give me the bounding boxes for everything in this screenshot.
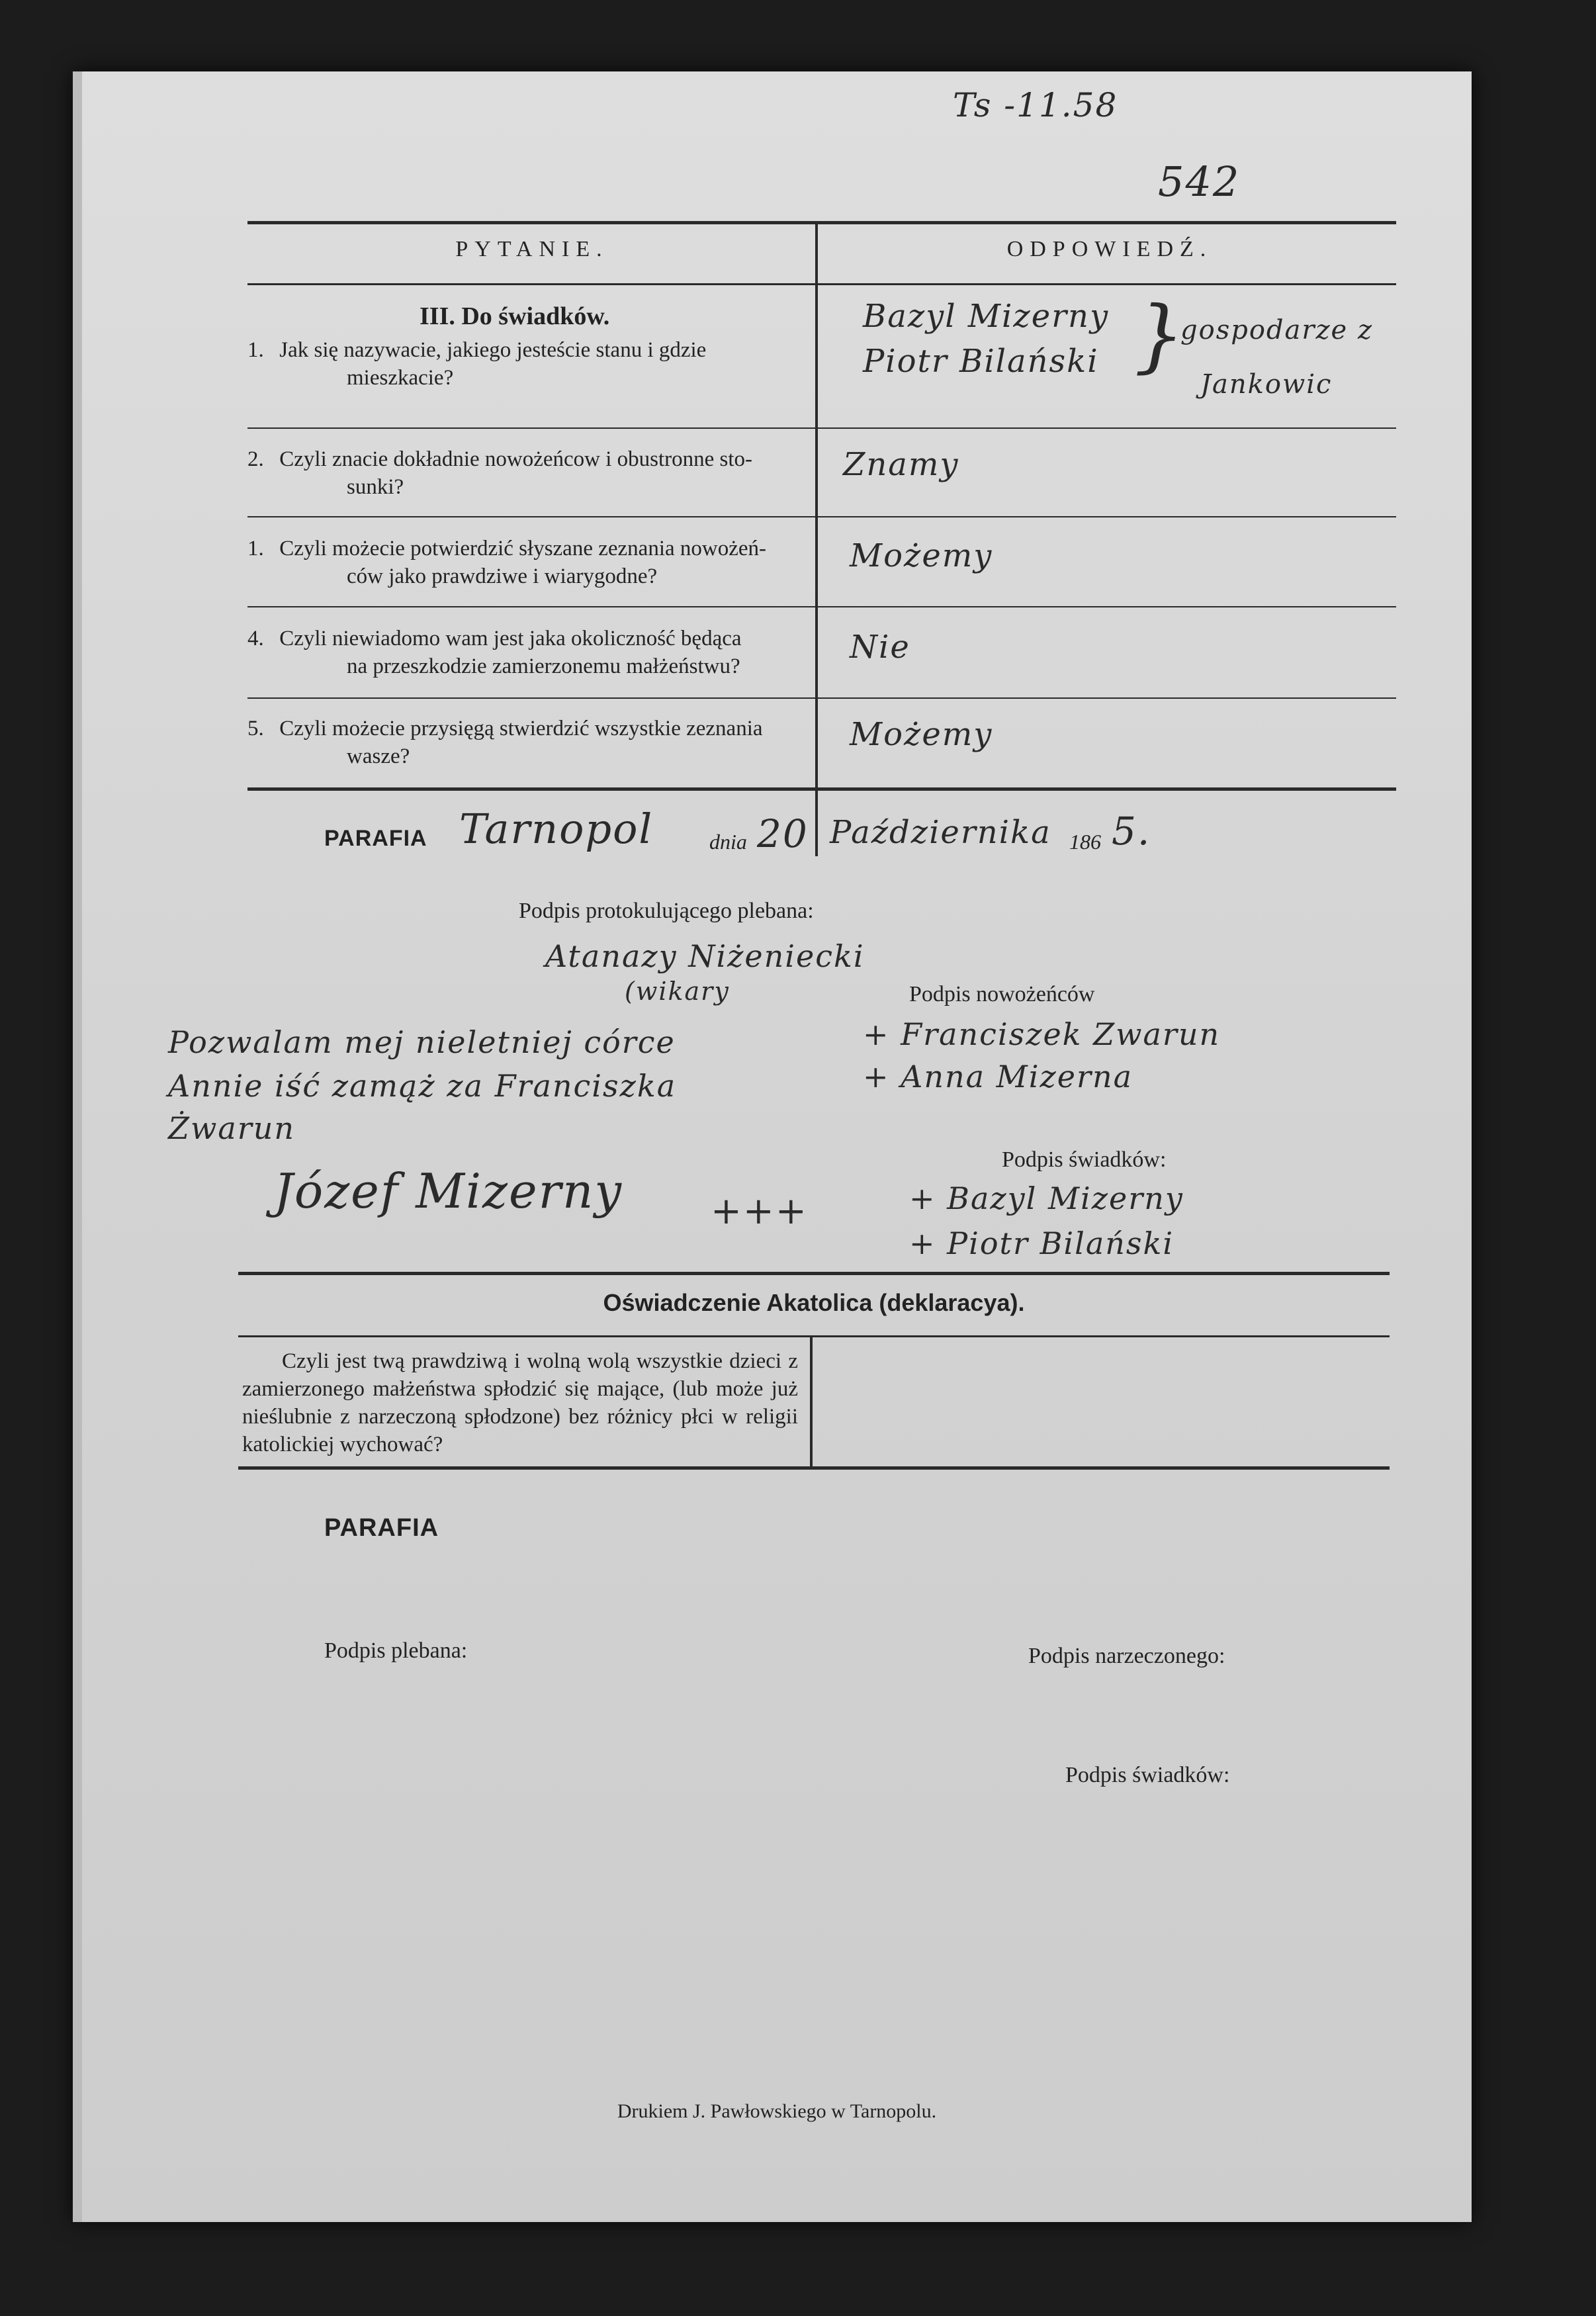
question-number: 4.: [247, 627, 264, 650]
section-title-witnesses: III. Do świadków.: [420, 302, 610, 330]
date-month: Października: [830, 814, 1051, 851]
question-2: [247, 445, 803, 501]
question-text: Czyli znacie dokładnie nowożeńcow i obustronne sto-: [279, 447, 753, 471]
question-text-continued: na przeszkodzie zamierzonemu małżeństwu?: [347, 654, 740, 678]
question-text: Czyli możecie potwierdzić słyszane zeznania nowożeń-: [279, 537, 766, 560]
priest-signature-label: Podpis protokulującego plebana:: [519, 899, 814, 923]
header-pytanie: PYTANIE.: [455, 237, 609, 261]
date-day-label: dnia: [709, 830, 747, 854]
priest-title: (wikary: [625, 977, 730, 1006]
priest-signature-label-2: Podpis plebana:: [324, 1638, 468, 1663]
answer-1-name1: Bazyl Mizerny: [863, 298, 1110, 335]
printer-imprint: Drukiem J. Pawłowskiego w Tarnopolu.: [617, 2100, 937, 2122]
answer-4: Nie: [850, 629, 910, 666]
answer-5: Możemy: [850, 716, 993, 753]
parish-label-2: PARAFIA: [324, 1514, 439, 1542]
declaration-title: Oświadczenie Akatolica (deklaracya).: [603, 1289, 1025, 1316]
witnesses-signature-label: Podpis świadków:: [1002, 1147, 1167, 1172]
date-year-prefix: 186: [1069, 830, 1101, 854]
question-1: [247, 336, 803, 392]
date-day: 20: [757, 811, 809, 856]
answer-1-village: Jankowic: [1200, 369, 1333, 400]
answer-3: Możemy: [850, 537, 993, 574]
parish-place: Tarnopol: [459, 805, 654, 853]
question-4: [247, 625, 803, 680]
question-text-continued: mieszkacie?: [347, 366, 454, 390]
parental-consent-line3: Żwarun: [168, 1110, 296, 1146]
question-number: 1.: [247, 338, 264, 362]
answer-2: Znamy: [843, 446, 959, 483]
question-text: Czyli niewiadomo wam jest jaka okoliczność będąca: [279, 627, 742, 650]
parental-consent-line1: Pozwalam mej nieletniej córce: [168, 1024, 676, 1060]
answer-1-name2: Piotr Bilański: [863, 343, 1099, 380]
groom-signature-label: Podpis narzeczonego:: [1028, 1644, 1225, 1668]
question-text-continued: wasze?: [347, 744, 410, 768]
document-page: [73, 71, 1472, 2222]
witnesses-signature-label-2: Podpis świadków:: [1065, 1763, 1230, 1787]
witness-signature-2: + Piotr Bilański: [909, 1225, 1175, 1261]
question-text-continued: ców jako prawdziwe i wiarygodne?: [347, 564, 658, 588]
date-year-suffix: 5.: [1112, 809, 1151, 854]
answer-1-brace: }: [1134, 290, 1186, 382]
question-5: [247, 715, 803, 770]
question-text: Jak się nazywacie, jakiego jesteście stanu i gdzie: [279, 338, 707, 362]
father-signature: Józef Mizerny: [274, 1163, 623, 1219]
parental-consent-line2: Annie iść zamąż za Franciszka: [168, 1068, 677, 1104]
archive-reference: Ts -11.58: [953, 86, 1118, 124]
question-text: Czyli możecie przysięgą stwierdzić wszystkie zeznania: [279, 717, 763, 740]
spouse-signature-bride: + Anna Mizerna: [863, 1059, 1133, 1094]
question-number: 2.: [247, 447, 264, 471]
parish-label: PARAFIA: [324, 826, 427, 851]
witness-signature-1: + Bazyl Mizerny: [909, 1180, 1184, 1216]
spouses-signature-label: Podpis nowożeńców: [909, 982, 1095, 1006]
question-number: 5.: [247, 717, 264, 740]
question-text-continued: sunki?: [347, 475, 404, 499]
header-odpowiedz: ODPOWIEDŹ.: [1006, 237, 1213, 261]
question-3: [247, 535, 803, 590]
declaration-question: Czyli jest twą prawdziwą i wolną wolą wszystkie dzieci z zamierzonego małżeństwa spłodzić się mające, (lub może już nieślubnie z narzeczoną spłodzone) bez różnicy płci w religii katolickiej wychować?: [242, 1349, 798, 1456]
spouse-signature-groom: + Franciszek Zwarun: [863, 1016, 1221, 1052]
father-cross-marks: +++: [711, 1190, 808, 1233]
answer-1-status: gospodarze z: [1180, 315, 1374, 345]
archive-page-number: 542: [1158, 157, 1241, 206]
question-number: 1.: [247, 537, 264, 560]
priest-signature: Atanazy Niżeniecki: [545, 938, 865, 974]
